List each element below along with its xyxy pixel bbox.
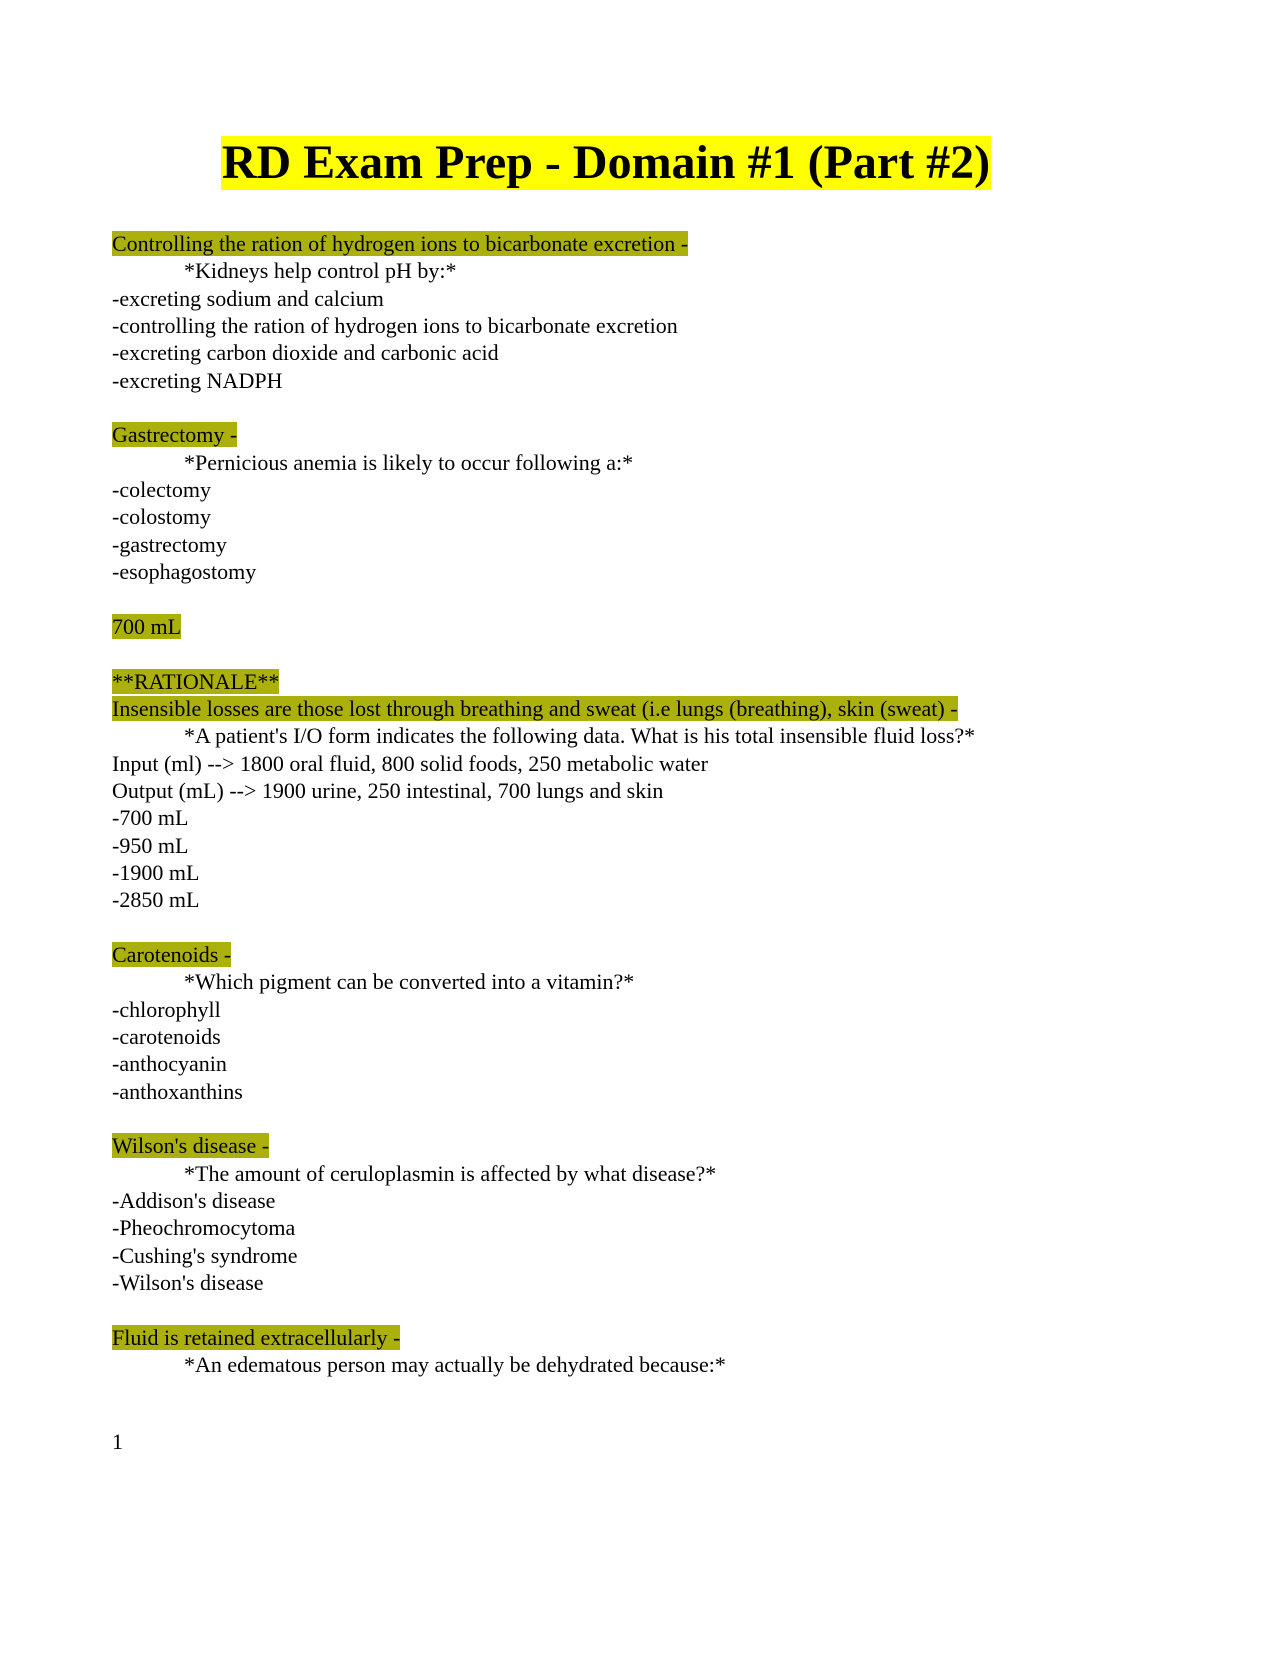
question-line [112, 1160, 1172, 1187]
option-line [112, 339, 1172, 366]
page-number: 1 [112, 1429, 123, 1454]
document-title: RD Exam Prep - Domain #1 (Part #2) [221, 136, 991, 189]
option-line-text: -950 mL [112, 832, 189, 858]
option-line [112, 367, 1172, 394]
option-line-text: -Cushing's syndrome [112, 1242, 298, 1268]
option-line-text: -excreting NADPH [112, 367, 283, 393]
option-line [112, 1078, 1172, 1105]
option-line-text: -Pheochromocytoma [112, 1215, 296, 1241]
answer-line [112, 1324, 1172, 1351]
question-line [112, 722, 1172, 749]
option-line-text: -1900 mL [112, 859, 200, 885]
answer-line [112, 695, 1172, 722]
blank-line [112, 585, 1172, 612]
option-line-text: -esophagostomy [112, 559, 257, 585]
answer-line-text: Wilson's disease - [112, 1133, 270, 1159]
answer-line [112, 421, 1172, 448]
answer-line [112, 941, 1172, 968]
answer-line [112, 1132, 1172, 1159]
answer-line-text: 700 mL [112, 613, 182, 639]
question-line [112, 968, 1172, 995]
blank-line [112, 1105, 1172, 1132]
option-line [112, 1214, 1172, 1241]
option-line [112, 558, 1172, 585]
option-line-text: -controlling the ration of hydrogen ions to bicarbonate excretion [112, 313, 678, 339]
option-line [112, 1050, 1172, 1077]
option-line-text: -700 mL [112, 805, 189, 831]
option-line [112, 886, 1172, 913]
option-line-text: -colostomy [112, 504, 211, 530]
question-line-text: *An edematous person may actually be dehydrated because:* [184, 1352, 726, 1378]
option-line [112, 804, 1172, 831]
option-line [112, 1242, 1172, 1269]
answer-line [112, 613, 1172, 640]
option-line-text: -Wilson's disease [112, 1270, 264, 1296]
option-line [112, 531, 1172, 558]
question-line-text: *A patient's I/O form indicates the following data. What is his total insensible fluid loss?* [184, 723, 976, 749]
answer-line-text: Gastrectomy - [112, 422, 238, 448]
option-line [112, 476, 1172, 503]
option-line-text: -carotenoids [112, 1023, 221, 1049]
question-line-text: *Pernicious anemia is likely to occur following a:* [184, 449, 634, 475]
option-line-text: -excreting carbon dioxide and carbonic acid [112, 340, 499, 366]
option-line [112, 1023, 1172, 1050]
answer-line-text: Insensible losses are those lost through breathing and sweat (i.e lungs (breathing), skin (sweat) - [112, 695, 958, 721]
question-line [112, 257, 1172, 284]
answer-line-text: Carotenoids - [112, 941, 232, 967]
title-block [0, 136, 1212, 190]
option-line [112, 285, 1172, 312]
option-line-text: -chlorophyll [112, 996, 221, 1022]
option-line-text: -anthocyanin [112, 1051, 227, 1077]
question-line-text: *The amount of ceruloplasmin is affected by what disease?* [184, 1160, 717, 1186]
option-line [112, 996, 1172, 1023]
option-line [112, 832, 1172, 859]
option-line-text: -2850 mL [112, 887, 200, 913]
detail-line-text: Input (ml) --> 1800 oral fluid, 800 solid foods, 250 metabolic water [112, 750, 708, 776]
detail-line [112, 750, 1172, 777]
option-line [112, 1269, 1172, 1296]
option-line-text: -Addison's disease [112, 1188, 276, 1214]
option-line [112, 312, 1172, 339]
blank-line [112, 914, 1172, 941]
answer-line [112, 668, 1172, 695]
blank-line [112, 394, 1172, 421]
answer-line [112, 230, 1172, 257]
detail-line [112, 777, 1172, 804]
option-line [112, 1187, 1172, 1214]
option-line-text: -colectomy [112, 477, 211, 503]
document-body [112, 230, 1172, 1378]
question-line [112, 1351, 1172, 1378]
option-line-text: -excreting sodium and calcium [112, 285, 384, 311]
option-line [112, 859, 1172, 886]
blank-line [112, 640, 1172, 667]
question-line-text: *Which pigment can be converted into a vitamin?* [184, 969, 635, 995]
answer-line-text: **RATIONALE** [112, 668, 280, 694]
detail-line-text: Output (mL) --> 1900 urine, 250 intestinal, 700 lungs and skin [112, 777, 664, 803]
blank-line [112, 1296, 1172, 1323]
option-line-text: -anthoxanthins [112, 1078, 243, 1104]
answer-line-text: Controlling the ration of hydrogen ions to bicarbonate excretion - [112, 231, 689, 256]
question-line-text: *Kidneys help control pH by:* [184, 258, 457, 284]
option-line [112, 503, 1172, 530]
question-line [112, 449, 1172, 476]
option-line-text: -gastrectomy [112, 531, 227, 557]
answer-line-text: Fluid is retained extracellularly - [112, 1324, 401, 1350]
